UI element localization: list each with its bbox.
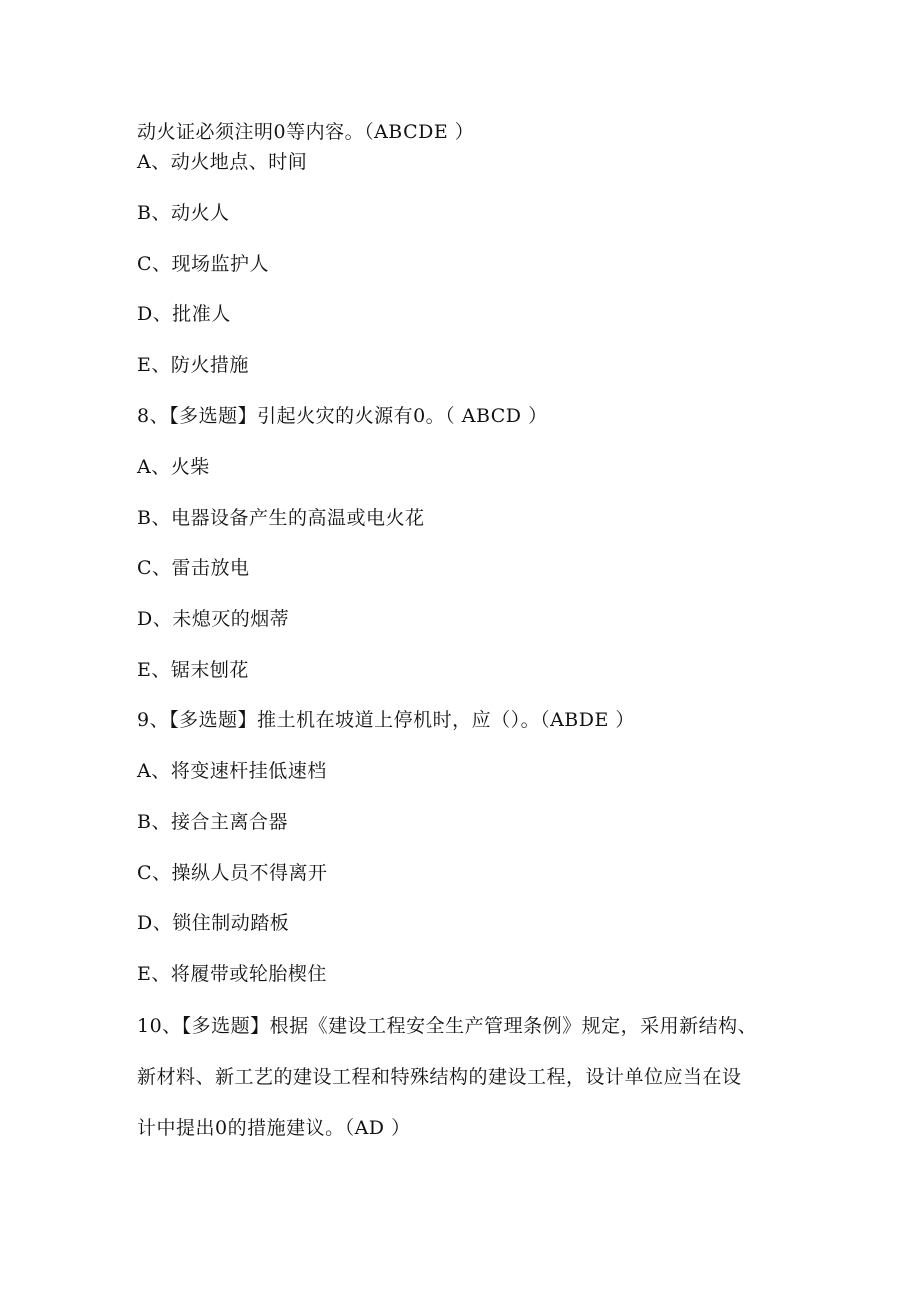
q8-option-e: E、锯末刨花 [137,659,249,681]
q7-option-b: B、动火人 [137,202,230,224]
q7-option-c: C、现场监护人 [137,253,270,275]
question-8-stem: 8、【多选题】引起火灾的火源有0。（ ABCD ） [137,405,548,427]
question-7-stem: 动火证必须注明0等内容。（ABCDE ） [137,121,475,143]
q8-option-a: A、火柴 [137,456,210,478]
q9-option-a: A、将变速杆挂低速档 [137,760,327,782]
q9-option-d: D、锁住制动踏板 [137,912,290,934]
q8-option-c: C、雷击放电 [137,557,250,579]
q9-option-c: C、操纵人员不得离开 [137,862,328,884]
q7-option-e: E、防火措施 [137,354,249,376]
q9-option-e: E、将履带或轮胎楔住 [137,963,327,985]
q7-option-d: D、批准人 [137,303,231,325]
question-10-stem-line-1: 10、【多选题】根据《建设工程安全生产管理条例》规定，采用新结构、 [137,1015,758,1037]
q8-option-b: B、电器设备产生的高温或电火花 [137,507,425,529]
q7-option-a: A、动火地点、时间 [137,151,308,173]
q9-option-b: B、接合主离合器 [137,811,288,833]
q8-option-d: D、未熄灭的烟蒂 [137,608,290,630]
question-10-stem-line-2: 新材料、新工艺的建设工程和特殊结构的建设工程，设计单位应当在设 [137,1066,742,1088]
question-9-stem: 9、【多选题】推土机在坡道上停机时，应（）。（ABDE ） [137,709,635,731]
question-10-stem-line-3: 计中提出0的措施建议。（AD ） [137,1117,411,1139]
